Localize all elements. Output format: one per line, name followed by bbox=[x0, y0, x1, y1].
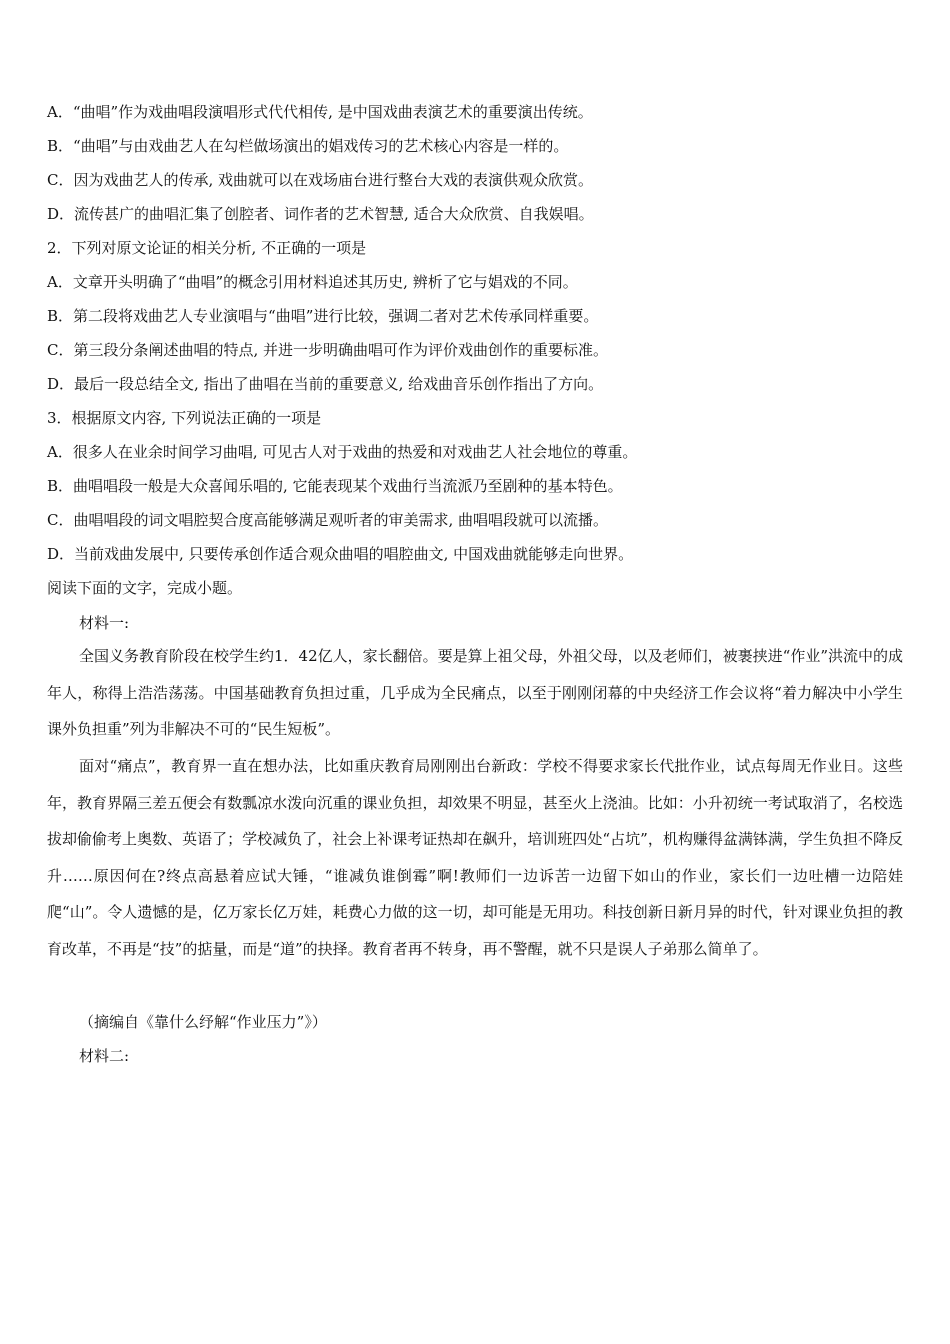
q1-option-b: B．“曲唱”与由戏曲艺人在勾栏做场演出的娼戏传习的艺术核心内容是一样的。 bbox=[47, 137, 569, 155]
material-one-label: 材料一: bbox=[79, 614, 130, 632]
material-one-paragraph-2: 面对“痛点”，教育界一直在想办法，比如重庆教育局刚刚出台新政：学校不得要求家长代批作业，试点每周无作业日。这些年，教育界隔三差五便会有数瓢凉水泼向沉重的课业负担，却效果不明显，甚至火上浇油。比如：小升初统一考试取消了，名校选拔却偷偷考上奥数、英语了；学校减负了，社会上补课考证热却在飙升，培训班四处“占坑”，机构赚得盆满钵满，学生负担不降反升……原因何在?终点高悬着应试大锤，“谁减负谁倒霉”啊!教师们一边诉苦一边留下如山的作业，家长们一边吐槽一边陪娃爬“山”。令人遗憾的是，亿万家长亿万娃，耗费心力做的这一切，却可能是无用功。科技创新日新月异的时代，针对课业负担的教育改革，不再是“技”的掂量，而是“道”的抉择。教育者再不转身，再不警醒，就不只是误人子弟那么简单了。 bbox=[47, 757, 903, 958]
material-one-source: （摘编自《靠什么纾解“作业压力”》） bbox=[79, 1013, 327, 1031]
q3-option-a: A．很多人在业余时间学习曲唱, 可见古人对于戏曲的热爱和对戏曲艺人社会地位的尊重。 bbox=[47, 443, 638, 461]
q2-stem: 2．下列对原文论证的相关分析, 不正确的一项是 bbox=[47, 239, 367, 257]
q3-option-c: C．曲唱唱段的词文唱腔契合度高能够满足观听者的审美需求, 曲唱唱段就可以流播。 bbox=[47, 511, 609, 529]
material-one-paragraph-1: 全国义务教育阶段在校学生约1．42亿人，家长翻倍。要是算上祖父母，外祖父母，以及老师们，被裹挟进“作业”洪流中的成年人，称得上浩浩荡荡。中国基础教育负担过重，几乎成为全民痛点，以至于刚刚闭幕的中央经济工作会议将“着力解决中小学生课外负担重”列为非解决不可的“民生短板”。 bbox=[47, 647, 903, 739]
q1-option-c: C．因为戏曲艺人的传承, 戏曲就可以在戏场庙台进行整台大戏的表演供观众欣赏。 bbox=[47, 171, 594, 189]
q1-option-a: A．“曲唱”作为戏曲唱段演唱形式代代相传, 是中国戏曲表演艺术的重要演出传统。 bbox=[47, 103, 593, 121]
q2-option-c: C．第三段分条阐述曲唱的特点, 并进一步明确曲唱可作为评价戏曲创作的重要标准。 bbox=[47, 341, 609, 359]
reading-instruction: 阅读下面的文字，完成小题。 bbox=[47, 579, 243, 597]
q2-option-b: B．第二段将戏曲艺人专业演唱与“曲唱”进行比较，强调二者对艺术传承同样重要。 bbox=[47, 307, 599, 325]
q2-option-a: A．文章开头明确了“曲唱”的概念引用材料追述其历史, 辨析了它与娼戏的不同。 bbox=[47, 273, 578, 291]
material-two-label: 材料二: bbox=[79, 1047, 130, 1065]
q3-stem: 3．根据原文内容, 下列说法正确的一项是 bbox=[47, 409, 322, 427]
q3-option-b: B．曲唱唱段一般是大众喜闻乐唱的, 它能表现某个戏曲行当流派乃至剧种的基本特色。 bbox=[47, 477, 623, 495]
q2-option-d: D．最后一段总结全文, 指出了曲唱在当前的重要意义, 给戏曲音乐创作指出了方向。 bbox=[47, 375, 604, 393]
q1-option-d: D．流传甚广的曲唱汇集了创腔者、词作者的艺术智慧, 适合大众欣赏、自我娱唱。 bbox=[47, 205, 594, 223]
q3-option-d: D．当前戏曲发展中, 只要传承创作适合观众曲唱的唱腔曲文, 中国戏曲就能够走向世界。 bbox=[47, 545, 634, 563]
